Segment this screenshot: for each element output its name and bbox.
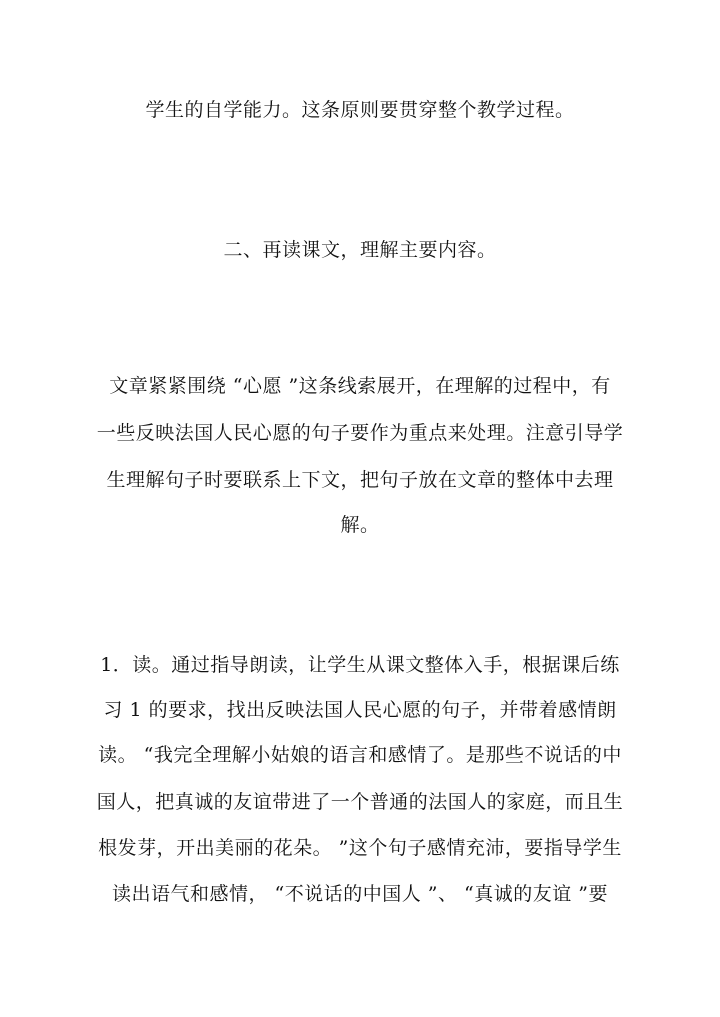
paragraph-1-line: 生理解句子时要联系上下文，把句子放在文章的整体中去理 [106,469,614,491]
paragraph-1-line: 一些反映法国人民心愿的句子要作为重点来处理。注意引导学 [96,422,624,444]
paragraph-2-line: 读出语气和感情， “不说话的中国人 ”、 “真诚的友谊 ”要 [111,883,608,905]
paragraph-1-line: 解。 [340,514,380,536]
paragraph-2-line: 根发芽，开出美丽的花朵。 ”这个句子感情充沛，要指导学生 [98,837,622,859]
paragraph-1-line: 文章紧紧围绕 “心愿 ”这条线索展开，在理解的过程中，有 [109,375,611,397]
section-heading: 二、再读课文，理解主要内容。 [223,239,497,261]
paragraph-2-line: 习 1 的要求，找出反映法国人民心愿的句子，并带着感情朗 [103,699,617,721]
paragraph-2-line: 1．读。通过指导朗读，让学生从课文整体入手，根据课后练 [100,654,620,676]
paragraph-2-line: 读。 “我完全理解小姑娘的语言和感情了。是那些不说话的中 [98,744,622,766]
intro-tail-line: 学生的自学能力。这条原则要贯穿整个教学过程。 [145,99,575,121]
paragraph-2-line: 国人，把真诚的友谊带进了一个普通的法国人的家庭，而且生 [96,791,624,813]
